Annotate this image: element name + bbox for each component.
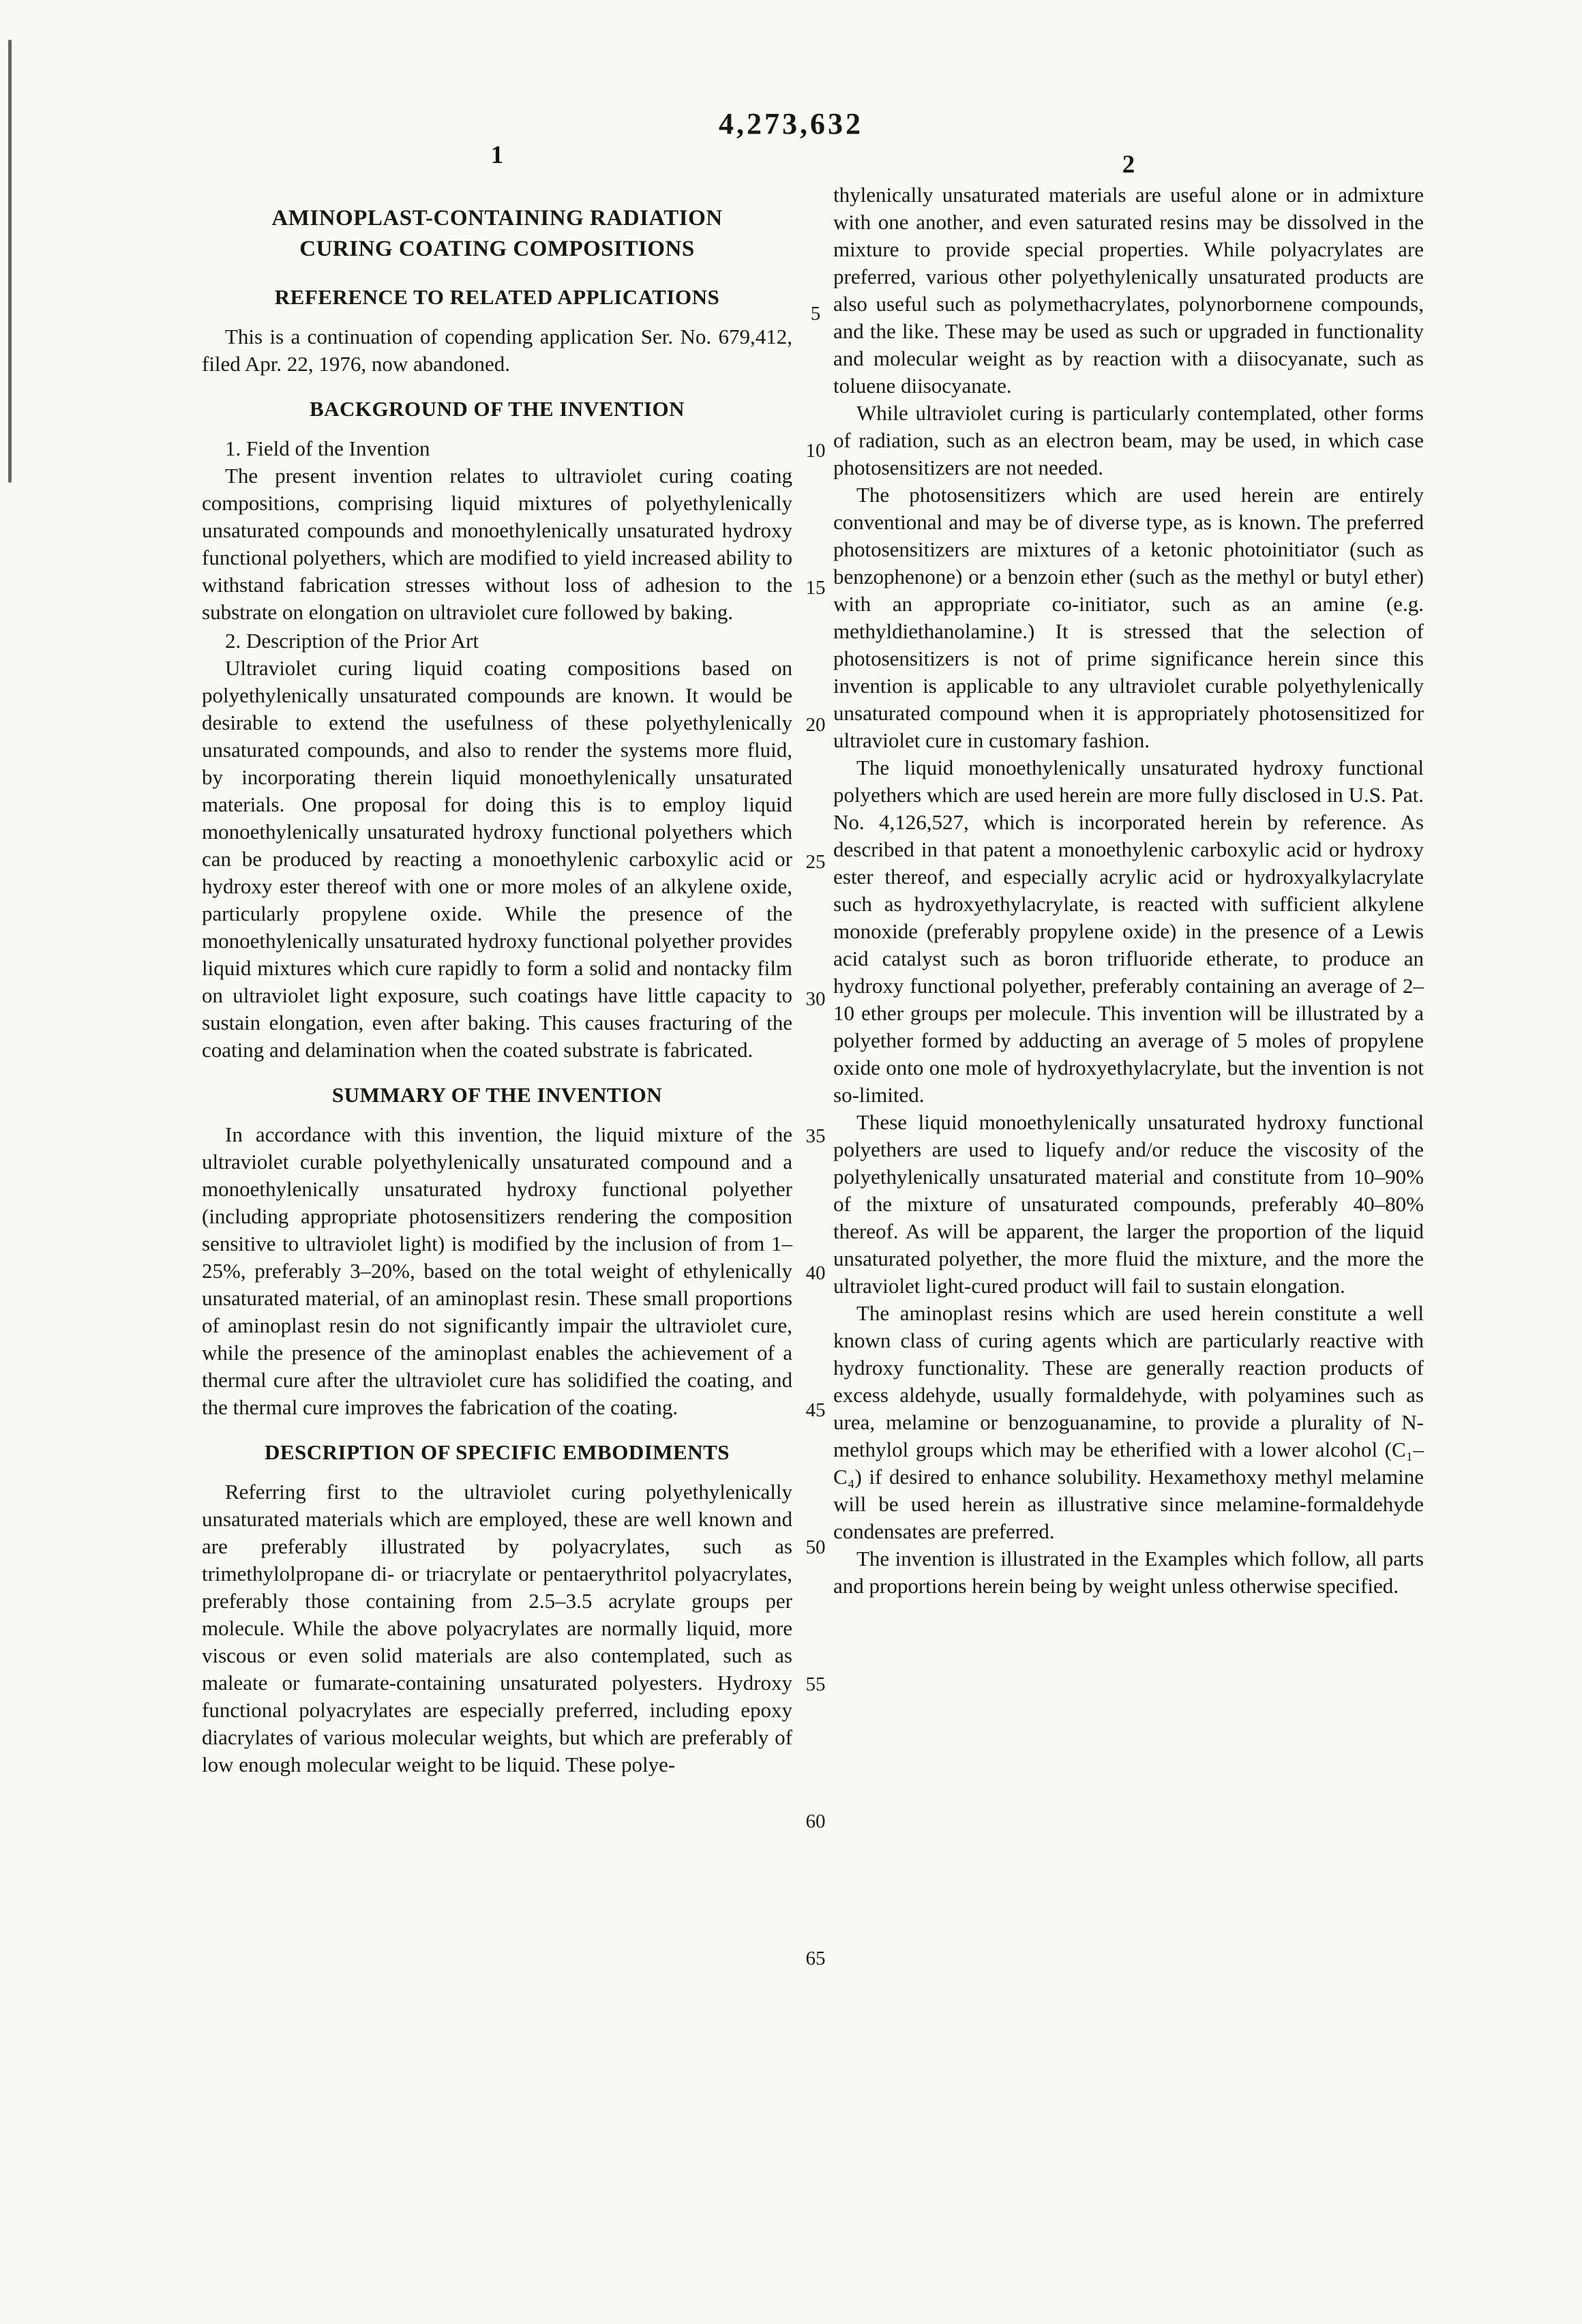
paragraph-field-of-invention: The present invention relates to ultraviolet curing coating compositions, comprising liquid mixtures of polyethylenically unsaturated compounds and monoethylenically unsaturated hydroxy functional polyethers, which are modified to yield increased ability to withstand fabrication stresses without loss of adhesion to the substrate on elongation on ultraviolet cure followed by baking. xyxy=(202,464,792,624)
right-column xyxy=(833,181,1424,1600)
line-number: 20 xyxy=(805,714,826,736)
line-number: 60 xyxy=(805,1811,826,1832)
line-number: 50 xyxy=(805,1536,826,1558)
subheading-prior-art: 2. Description of the Prior Art xyxy=(225,629,479,653)
patent-title xyxy=(202,203,792,265)
line-number: 40 xyxy=(805,1262,826,1284)
line-number: 15 xyxy=(805,577,826,599)
paragraph-viscosity-reduction: These liquid monoethylenically unsaturated hydroxy functional polyethers are used to liquefy and/or reduce the viscosity of the polyethylenically unsaturated material and constitute from 10–90% of the mixture of unsaturated compounds, preferably 40–80% thereof. As will be apparent, the larger the proportion of the liquid unsaturated polyether, the more fluid the mixture, and the more the ultraviolet light-cured product will fail to sustain elongation. xyxy=(833,1110,1424,1298)
line-number: 45 xyxy=(805,1399,826,1421)
paragraph-radiation-forms: While ultraviolet curing is particularly contemplated, other forms of radiation, such as an electron beam, may be used, in which case photosensitizers are not needed. xyxy=(833,401,1424,479)
paragraph-related-applications: This is a continuation of copending application Ser. No. 679,412, filed Apr. 22, 1976, now abandoned. xyxy=(202,325,792,376)
paragraph-embodiments: Referring first to the ultraviolet curing polyethylenically unsaturated materials which are employed, these are well known and are preferably illustrated by polyacrylates, such as trimethylolpropane di- or triacrylate or pentaerythritol polyacrylates, preferably those containing from 2.5–3.5 acrylate groups per molecule. While the above polyacrylates are normally liquid, more viscous or even solid materials are also contemplated, such as maleate or fumarate-containing unsaturated polyesters. Hydroxy functional polyacrylates are especially preferred, including epoxy diacrylates of various molecular weights, but which are preferably of low enough molecular weight to be liquid. These polye- xyxy=(202,1480,792,1776)
patent-number: 4,273,632 xyxy=(719,107,863,140)
paragraph-aminoplast-resins: The aminoplast resins which are used herein constitute a well known class of curing agents which are particularly reactive with hydroxy functionality. These are generally reaction products of excess aldehyde, usually formaldehyde, with polyamines such as urea, melamine or benzoguanamine, to provide a plurality of N-methylol groups which may be etherified with a lower alcohol (C₁–C₄) if desired to enhance solubility. Hexamethoxy methyl melamine will be used herein as illustrative since melamine-formaldehyde condensates are preferred. xyxy=(833,1301,1424,1543)
gutter-line-numbers xyxy=(795,0,836,2324)
heading-summary: SUMMARY OF THE INVENTION xyxy=(331,1083,663,1107)
line-number: 10 xyxy=(805,440,826,462)
left-column xyxy=(202,203,792,1778)
subheading-field-of-invention: 1. Field of the Invention xyxy=(225,436,430,460)
patent-title-line-2: CURING COATING COMPOSITIONS xyxy=(299,237,695,261)
heading-specific-embodiments: DESCRIPTION OF SPECIFIC EMBODIMENTS xyxy=(264,1440,730,1464)
paragraph-prior-art: Ultraviolet curing liquid coating compositions based on polyethylenically unsaturated compounds are known. It would be desirable to extend the usefulness of these polyethylenically unsaturated compounds, and also to render the systems more fluid, by incorporating therein liquid monoethylenically unsaturated materials. One proposal for doing this is to employ liquid monoethylenically unsaturated hydroxy functional polyethers which can be produced by reacting a monoethylenic carboxylic acid or hydroxy ester thereof with one or more moles of an alkylene oxide, particularly propylene oxide. While the presence of the monoethylenically unsaturated hydroxy functional polyether provides liquid mixtures which cure rapidly to form a solid and nontacky film on ultraviolet light exposure, such coatings have little capacity to sustain elongation, even after baking. This causes fracturing of the coating and delamination when the coated substrate is fabricated. xyxy=(202,656,792,1062)
paragraph-summary: In accordance with this invention, the liquid mixture of the ultraviolet curable polyethylenically unsaturated compound and a monoethylenically unsaturated hydroxy functional polyether (including appropriate photosensitizers rendering the composition sensitive to ultraviolet light) is modified by the inclusion of from 1–25%, preferably 3–20%, based on the total weight of ethylenically unsaturated material, of an aminoplast resin. These small proportions of aminoplast resin do not significantly impair the ultraviolet cure, while the presence of the aminoplast enables the achievement of a thermal cure after the ultraviolet cure has solidified the coating, and the thermal cure improves the fabrication of the coating. xyxy=(202,1122,792,1419)
paragraph-examples-note: The invention is illustrated in the Examples which follow, all parts and proportions herein being by weight unless otherwise specified. xyxy=(833,1547,1424,1598)
line-number: 25 xyxy=(805,851,826,873)
paragraph-polyethylenic-continuation: thylenically unsaturated materials are useful alone or in admixture with one another, and even saturated resins may be dissolved in the mixture to provide special properties. While polyacrylates are preferred, various other polyethylenically unsaturated products are also useful such as polymethacrylates, polynorbornene compounds, and the like. These may be used as such or upgraded in functionality and molecular weight as by reaction with a diisocyanate, such as toluene diisocyanate. xyxy=(833,183,1424,398)
line-number: 55 xyxy=(805,1673,826,1695)
paragraph-photosensitizers: The photosensitizers which are used herein are entirely conventional and may be of diverse type, as is known. The preferred photosensitizers are mixtures of a ketonic photoinitiator (such as benzophenone) or a benzoin ether (such as the methyl or butyl ether) with an appropriate co-initiator, such as an amine (e.g. methyldiethanolamine.) It is stressed that the selection of photosensitizers is not of prime significance herein since this invention is applicable to any ultraviolet curable polyethylenically unsaturated compound when it is appropriately photosensitized for ultraviolet cure in customary fashion. xyxy=(833,483,1424,752)
paragraph-polyethers-disclosure: The liquid monoethylenically unsaturated hydroxy functional polyethers which are used herein are more fully disclosed in U.S. Pat. No. 4,126,527, which is incorporated herein by reference. As described in that patent a monoethylenic carboxylic acid or hydroxy ester thereof, and especially acrylic acid or hydroxyalkylacrylate such as hydroxyethylacrylate, is reacted with sufficient alkylene monoxide (preferably propylene oxide) in the presence of a Lewis acid catalyst such as boron trifluoride etherate, to produce an hydroxy functional polyether, preferably containing an average of 2–10 ether groups per molecule. This invention will be illustrated by a polyether formed by adducting an average of 5 moles of propylene oxide onto one mole of hydroxyethylacrylate, but the invention is not so-limited. xyxy=(833,756,1424,1107)
line-number: 30 xyxy=(805,988,826,1010)
heading-related-applications: REFERENCE TO RELATED APPLICATIONS xyxy=(274,285,720,309)
line-number: 65 xyxy=(805,1948,826,1969)
line-number: 5 xyxy=(810,303,821,325)
patent-title-line-1: AMINOPLAST-CONTAINING RADIATION xyxy=(271,206,723,230)
heading-background: BACKGROUND OF THE INVENTION xyxy=(309,397,685,421)
column-number-2: 2 xyxy=(1122,151,1135,179)
line-number: 35 xyxy=(805,1125,826,1147)
column-number-1: 1 xyxy=(490,141,504,169)
